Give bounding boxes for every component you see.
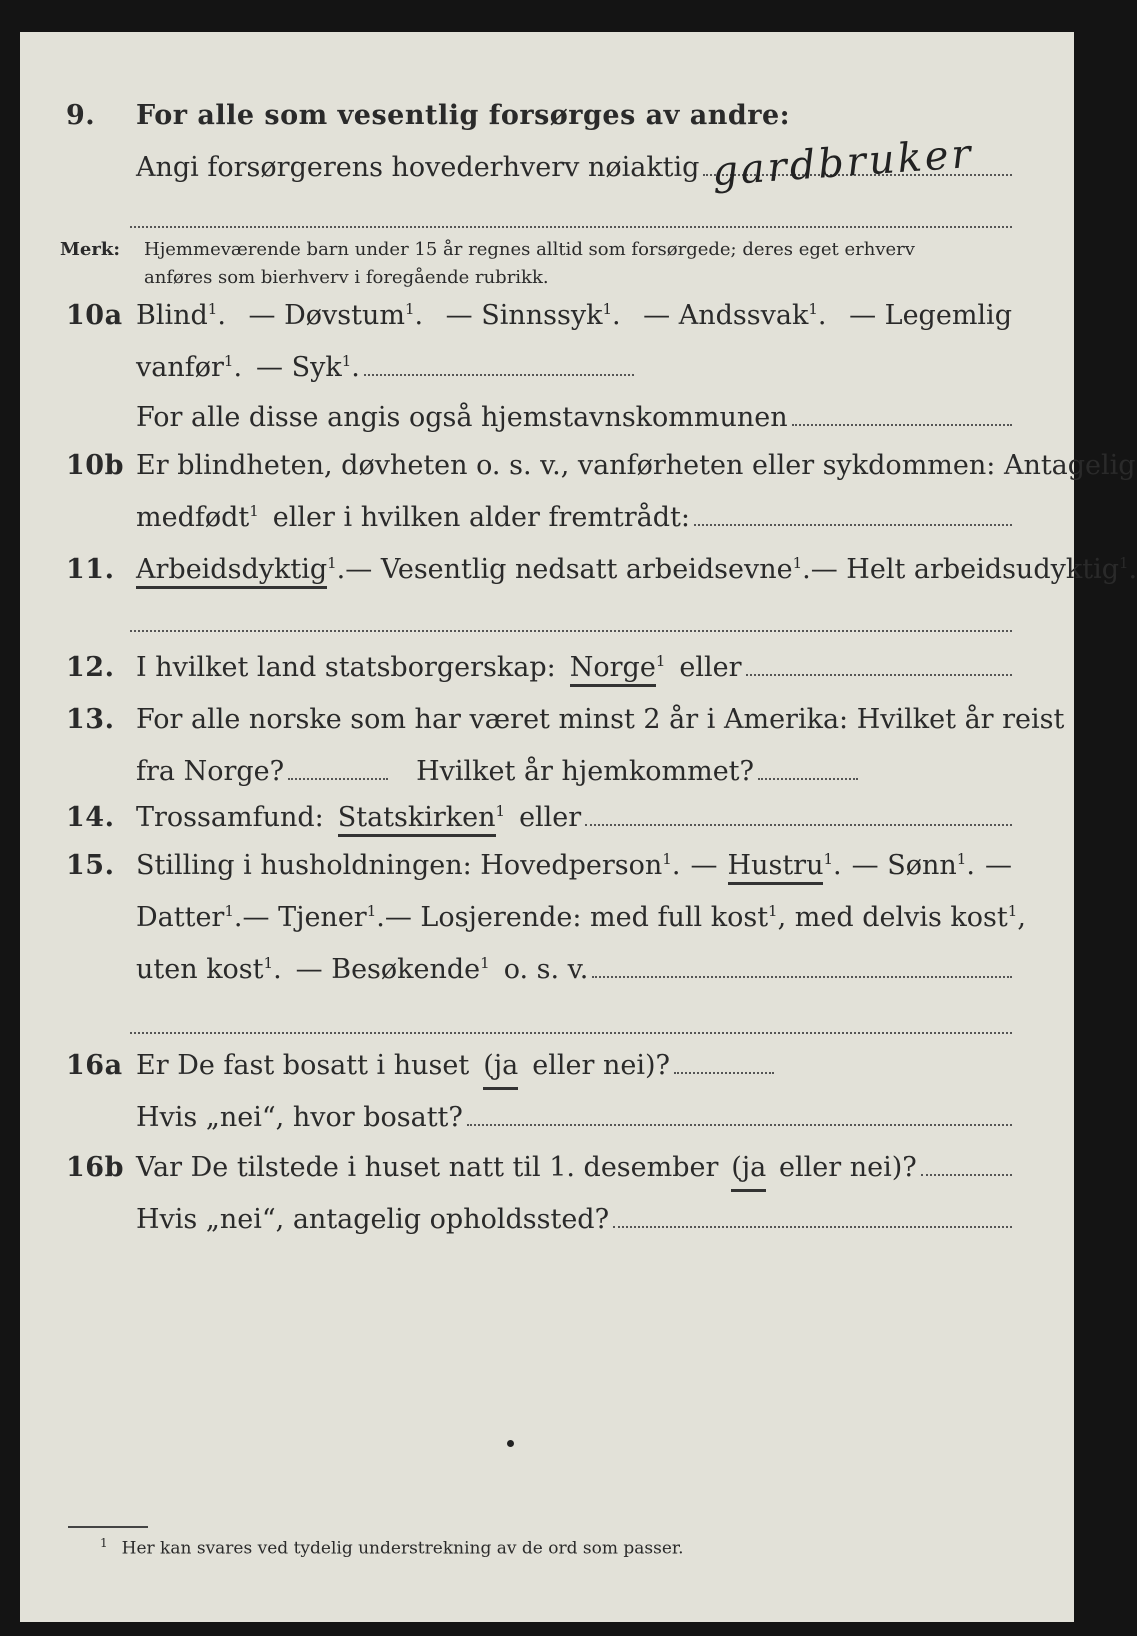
- q10a-number: 10a: [66, 300, 123, 331]
- footnote-ref: 1: [1007, 902, 1018, 920]
- footnote-ref: 1: [808, 300, 818, 318]
- opt-besokende: — Besøkende: [295, 954, 481, 985]
- opt-syk: — Syk: [256, 352, 342, 383]
- q10b-prompt: Er blindheten, døvheten o. s. v., vanførheten eller sykdommen: Antagelig: [136, 450, 1136, 481]
- merk-label: Merk:: [60, 239, 120, 260]
- opt-hustru: Hustru: [728, 850, 824, 885]
- ink-speck: [507, 1440, 514, 1447]
- q16b-prompt: Var De tilstede i huset natt til 1. desember: [136, 1152, 719, 1183]
- opt-medfodt: medfødt: [136, 502, 250, 533]
- opt-uten-kost: uten kost: [136, 954, 264, 985]
- q14-line: [20, 798, 1074, 838]
- footnote-ref: 1: [768, 902, 778, 920]
- census-form-page: [20, 32, 1137, 1622]
- q10a-line2: vanfør$^1$. — Syk$^1$.: [20, 348, 1074, 388]
- q12-number: 12.: [66, 652, 115, 683]
- q13-line1: [20, 700, 1074, 740]
- footnote-ref: 1: [823, 850, 834, 868]
- q16b-number: 16b: [66, 1152, 124, 1183]
- q13-reist-field: [288, 756, 388, 780]
- q12-line: [20, 648, 1074, 688]
- q12-eller: eller: [679, 652, 742, 683]
- footnote-ref: 1: [792, 554, 803, 572]
- q12-field: [746, 652, 1013, 676]
- opt-legemlig: — Legemlig: [849, 300, 1012, 331]
- q15-line2: Datter$^1$. — Tjener$^1$. — Losjerende: med full kost$^1$ , med delvis kost$^1$,: [136, 902, 1026, 933]
- q15-osv: o. s. v.: [503, 954, 589, 985]
- q15-line1: 15. Stilling i husholdningen: Hovedperson$^1$. — Hustru$^1$. — Sønn$^1$. —: [20, 846, 1074, 886]
- q9-extra-line: [130, 226, 1012, 228]
- q10a-hjemstavn-field: [792, 402, 1012, 426]
- opt-sinnssyk: — Sinnssyk: [445, 300, 603, 331]
- opt-hovedperson: Stilling i husholdningen: Hovedperson: [136, 850, 663, 881]
- footnote-ref: 1: [655, 652, 666, 670]
- dash: —: [690, 850, 718, 881]
- footnote-ref: 1: [207, 300, 218, 318]
- q15-number: 15.: [66, 850, 115, 881]
- footnote-ref: 1: [366, 902, 377, 920]
- opt-delvis-kost: , med delvis kost: [777, 902, 1008, 933]
- q15-line3: uten kost$^1$. — Besøkende$^1$ o. s. v.: [20, 950, 1074, 990]
- q13-hjem-field: [758, 756, 858, 780]
- opt-blind: Blind: [136, 300, 208, 331]
- q10a-line3: [20, 398, 1074, 438]
- q9-handwritten-answer: gardbruker: [710, 130, 975, 196]
- q10b-line2: [20, 498, 1074, 538]
- q16b-opphold-prompt: Hvis „nei“, antagelig opholdssted?: [136, 1204, 610, 1235]
- q11-extra-line: [130, 630, 1012, 632]
- merk-text1: Hjemmeværende barn under 15 år regnes alltid som forsørgede; deres eget erhverv: [144, 239, 915, 260]
- q16a-line1: [20, 1046, 1074, 1086]
- opt-vanfor: vanfør: [136, 352, 224, 383]
- q9-prompt: For alle som vesentlig forsørges av andre:: [136, 100, 791, 131]
- q15-field: [592, 954, 1012, 978]
- q14-field: [585, 802, 1012, 826]
- footnote-ref: 1: [1119, 554, 1129, 572]
- footnote-ref: 1: [223, 352, 234, 370]
- opt-norge: Norge: [570, 652, 656, 687]
- footnote-ref: 1: [602, 300, 613, 318]
- q16b-line2: [20, 1200, 1074, 1240]
- opt-sonn: — Sønn: [851, 850, 957, 881]
- q10b-alder-prompt: eller i hvilken alder fremtrådt:: [272, 502, 691, 533]
- q16b-eller-nei: eller nei)?: [779, 1152, 917, 1183]
- q11-line: 11. Arbeidsdyktig$^1$. — Vesentlig nedsatt arbeidsevne$^1$. — Helt arbeidsudyktig$^1$.: [20, 550, 1074, 590]
- footnote-ref: 1: [249, 502, 259, 520]
- opt-ja: (ja: [731, 1148, 766, 1192]
- q11-number: 11.: [66, 554, 115, 585]
- footnote-ref: 1: [327, 554, 337, 572]
- footnote-ref: 1: [480, 954, 490, 972]
- opt-ja: (ja: [483, 1046, 518, 1090]
- merk-note: [60, 236, 1012, 292]
- q10b-line1: [20, 446, 1136, 486]
- q14-eller: eller: [519, 802, 582, 833]
- opt-full-kost: — Losjerende: med full kost: [384, 902, 769, 933]
- footnote-text: Her kan svares ved tydelig understrekning av de ord som passer.: [121, 1538, 684, 1559]
- footnote-ref: 1: [263, 954, 274, 972]
- footnote-mark: 1: [100, 1536, 108, 1550]
- q10b-number: 10b: [66, 450, 124, 481]
- q13-line2: [20, 752, 1074, 792]
- q16b-field: [921, 1152, 1012, 1176]
- opt-statskirken: Statskirken: [338, 802, 496, 837]
- q13-prompt: For alle norske som har været minst 2 år i Amerika: Hvilket år reist: [136, 704, 1065, 735]
- opt-arbeidsdyktig: Arbeidsdyktig: [136, 554, 327, 589]
- q13-reist-prompt: fra Norge?: [136, 756, 285, 787]
- opt-datter: Datter: [136, 902, 225, 933]
- footnote-rule: [68, 1526, 148, 1528]
- q16b-opphold-field: [613, 1204, 1012, 1228]
- opt-tjener: — Tjener: [242, 902, 367, 933]
- q16a-bosatt-field: [467, 1102, 1012, 1126]
- footnote-ref: 1: [404, 300, 415, 318]
- merk-text2: anføres som bierhverv i foregående rubrikk.: [144, 267, 549, 288]
- q12-prompt: I hvilket land statsborgerskap:: [136, 652, 556, 683]
- comma: ,: [1017, 902, 1026, 933]
- q10a-hjemstavn-prompt: For alle disse angis også hjemstavnskommunen: [136, 402, 788, 433]
- footnote-ref: 1: [341, 352, 352, 370]
- q16a-field: [674, 1050, 774, 1074]
- opt-arbeidsudyktig: — Helt arbeidsudyktig: [810, 554, 1119, 585]
- q10b-alder-field: [694, 502, 1012, 526]
- opt-nedsatt: — Vesentlig nedsatt arbeidsevne: [345, 554, 793, 585]
- q14-prompt: Trossamfund:: [136, 802, 324, 833]
- q13-number: 13.: [66, 704, 115, 735]
- q16a-bosatt-prompt: Hvis „nei“, hvor bosatt?: [136, 1102, 463, 1133]
- footnote-ref: 1: [956, 850, 967, 868]
- opt-andssvak: — Andssvak: [643, 300, 809, 331]
- footnote-ref: 1: [495, 802, 506, 820]
- q9-line1: [20, 96, 1074, 136]
- q9-number: 9.: [66, 100, 96, 131]
- footnote: [100, 1536, 684, 1559]
- opt-dovstum: — Døvstum: [248, 300, 405, 331]
- q16a-number: 16a: [66, 1050, 123, 1081]
- q16a-line2: [20, 1098, 1074, 1138]
- q14-number: 14.: [66, 802, 115, 833]
- q10a-syk-field: [364, 352, 634, 376]
- q16b-line1: [20, 1148, 1074, 1188]
- footnote-ref: 1: [662, 850, 672, 868]
- q16a-eller-nei: eller nei)?: [532, 1050, 670, 1081]
- footnote-ref: 1: [224, 902, 234, 920]
- q9-prompt2: Angi forsørgerens hovederhverv nøiaktig: [136, 152, 700, 183]
- q10a-line1: 10a Blind$^1$. — Døvstum$^1$. — Sinnssyk$^1$. — Andssvak$^1$. — Legemlig: [20, 296, 1074, 336]
- q15-extra-line: [130, 1032, 1012, 1034]
- dash: —: [984, 850, 1012, 881]
- q13-hjem-prompt: Hvilket år hjemkommet?: [416, 756, 755, 787]
- q16a-prompt: Er De fast bosatt i huset: [136, 1050, 470, 1081]
